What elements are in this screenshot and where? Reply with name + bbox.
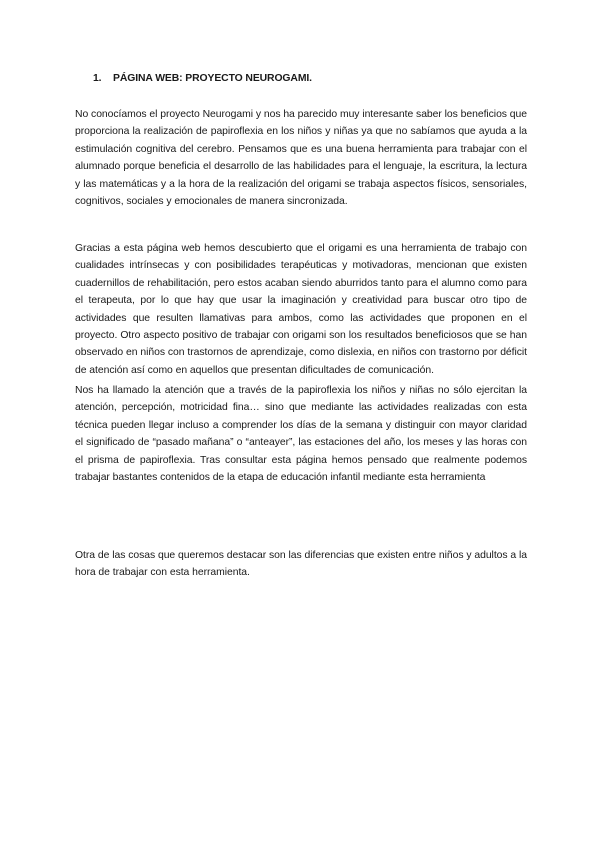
paragraph-4: Otra de las cosas que queremos destacar son las diferencias que existen entre niños y adultos a la hora de trabajar con esta herramienta.	[75, 550, 527, 579]
paragraph-2: Gracias a esta página web hemos descubierto que el origami es una herramienta de trabajo con cualidades intrínsecas y con posibilidades terapéuticas y motivadoras, mencionan que existen cuadernillos de rehabilitación, pero estos acaban siendo aburridos tanto para el alumno como para el terapeuta, por lo que hay que usar la imaginación y creatividad para buscar otro tipo de actividades que resulten llamativas para ambos, como las actividades que proponen en el proyecto. Otro aspecto positivo de trabajar con origami son los resultados beneficiosos que se han observado en niños con trastornos de aprendizaje, como dislexia, en niños con trastorno por déficit de atención así como en aquellos que presentan dificultades de comunicación.	[75, 243, 527, 376]
paragraph-3: Nos ha llamado la atención que a través de la papiroflexia los niños y niñas no sólo ejercitan la atención, percepción, motricidad fina… sino que mediante las actividades realizadas con esta técnica pueden llegar incluso a comprender los días de la semana y distinguir con mayor claridad el significado de “pasado mañana” o “anteayer”, las estaciones del año, los meses y las horas con el prisma de papiroflexia. Tras consultar esta página hemos pensado que realmente podemos trabajar bastantes contenidos de la etapa de educación infantil mediante esta herramienta	[75, 385, 527, 484]
section-heading	[93, 73, 312, 84]
section-number: 1.	[93, 73, 102, 84]
paragraph-1: No conocíamos el proyecto Neurogami y nos ha parecido muy interesante saber los beneficios que proporciona la realización de papiroflexia en los niños y niñas ya que no sabíamos que ayuda a la estimulación cognitiva del cerebro. Pensamos que es una buena herramienta para trabajar con el alumnado porque beneficia el desarrollo de las habilidades para el lenguaje, la escritura, la lectura y las matemáticas y a la hora de la realización del origami se trabaja aspectos físicos, sensoriales, cognitivos, sociales y emocionales de manera sincronizada.	[75, 109, 527, 208]
section-title: PÁGINA WEB: PROYECTO NEUROGAMI.	[113, 73, 312, 84]
